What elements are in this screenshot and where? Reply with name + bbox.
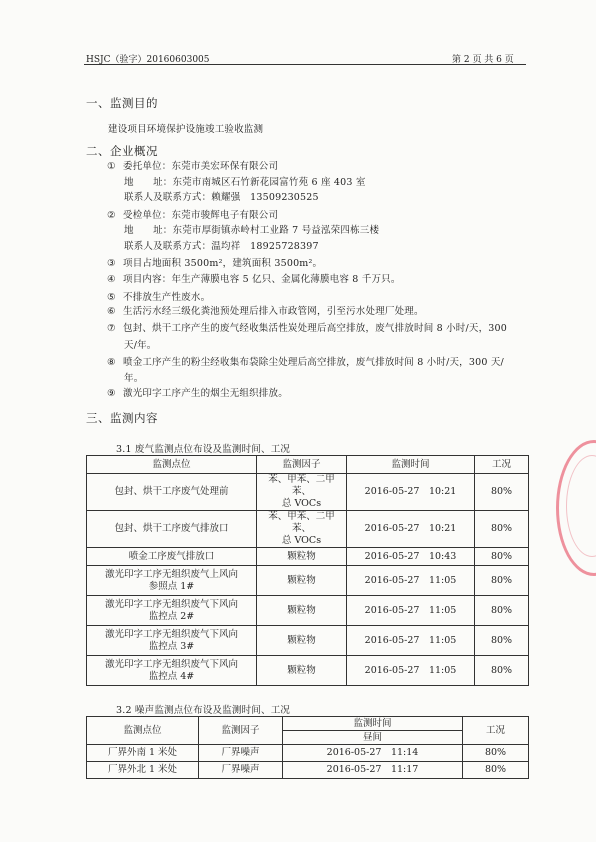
- cell-factor-line: 颗粒物: [287, 574, 316, 586]
- item-number: ⑤: [107, 292, 116, 303]
- cell-factor-line: 总 VOCs: [281, 535, 322, 546]
- cell-point-line: 激光印字工序无组织废气上风向: [104, 568, 238, 580]
- company-info-line: [124, 370, 143, 384]
- table-row: [87, 548, 529, 566]
- company-info-line: [107, 303, 424, 317]
- cell-cond: 80%: [475, 596, 529, 626]
- document-id: HSJC（验字）20160603005: [86, 55, 210, 65]
- section-3-title: 三、监测内容: [86, 411, 158, 425]
- item-number: ④: [107, 274, 116, 285]
- item-number: ⑥: [107, 306, 116, 317]
- cell-point: [87, 548, 257, 566]
- cell-factor: 厂界噪声: [199, 745, 283, 762]
- cell-factor: 厂界噪声: [199, 762, 283, 779]
- cell-point-line: 监控点 4#: [148, 670, 195, 682]
- cell-factor: [257, 656, 347, 686]
- col-header-factor: 监测因子: [257, 456, 347, 474]
- table-1-caption: 3.1 废气监测点位布设及监测时间、工况: [116, 444, 291, 455]
- cell-cond: 80%: [475, 626, 529, 656]
- item-text: 喷金工序产生的粉尘经收集布袋除尘处理后高空排放，废气排放时间 8 小时/天，300 天/: [123, 357, 504, 368]
- cell-time: 2016-05-27 11:05: [347, 626, 475, 656]
- item-text: 激光印字工序产生的烟尘无组织排放。: [123, 388, 288, 399]
- company-info-line: [107, 320, 507, 334]
- company-info-line: [124, 337, 157, 351]
- item-text: 项目占地面积 3500m²，建筑面积 3500m²。: [123, 258, 323, 269]
- col-header-point: 监测点位: [87, 456, 257, 474]
- exhaust-monitoring-table: [86, 455, 529, 686]
- table-row: [87, 596, 529, 626]
- company-info-line: [107, 255, 322, 269]
- item-text: 联系人及联系方式：温均祥 18925728397: [124, 241, 319, 252]
- company-info-line: [107, 207, 278, 221]
- col-header-daytime: 昼间: [283, 731, 463, 745]
- company-info-line: [124, 189, 319, 203]
- company-info-line: [107, 158, 278, 172]
- cell-point-line: 激光印字工序无组织废气下风向: [104, 628, 238, 640]
- cell-cond: 80%: [475, 566, 529, 596]
- cell-factor-line: 颗粒物: [287, 550, 316, 562]
- item-text: 天/年。: [124, 340, 157, 351]
- cell-point: [87, 474, 257, 511]
- cell-point: [87, 656, 257, 686]
- cell-time: 2016-05-27 11:17: [283, 762, 463, 779]
- cell-factor-line: 苯、甲苯、二甲苯、: [268, 474, 335, 497]
- page-number: 第 2 页 共 6 页: [452, 55, 514, 65]
- cell-factor-line: 颗粒物: [287, 604, 316, 616]
- company-info-line: [124, 174, 366, 188]
- cell-point-line: 激光印字工序无组织废气下风向: [104, 598, 238, 610]
- table-row: [87, 745, 529, 762]
- company-info-line: [124, 222, 379, 236]
- table-row: [87, 511, 529, 548]
- table-row: [87, 626, 529, 656]
- noise-monitoring-table: [86, 716, 529, 779]
- table-row: [87, 566, 529, 596]
- cell-factor-line: 苯、甲苯、二甲苯、: [268, 511, 335, 534]
- cell-factor: [257, 596, 347, 626]
- cell-time: 2016-05-27 10:43: [347, 548, 475, 566]
- col-header-factor: 监测因子: [199, 717, 283, 745]
- cell-time: 2016-05-27 11:05: [347, 566, 475, 596]
- section-2-title: 二、企业概况: [86, 144, 158, 158]
- item-text: 生活污水经三级化粪池预处理后排入市政管网，引至污水处理厂处理。: [123, 306, 424, 317]
- cell-factor-line: 颗粒物: [287, 664, 316, 676]
- cell-time: 2016-05-27 10:21: [347, 474, 475, 511]
- cell-point-line: 监控点 3#: [148, 640, 195, 652]
- company-info-line: [107, 385, 288, 399]
- cell-point: [87, 566, 257, 596]
- table-2-caption: 3.2 噪声监测点位布设及监测时间、工况: [116, 705, 291, 716]
- cell-cond: 80%: [475, 474, 529, 511]
- cell-factor: [257, 511, 347, 548]
- item-number: ①: [107, 161, 116, 172]
- col-header-time: 监测时间: [347, 456, 475, 474]
- company-info-line: [107, 289, 210, 303]
- col-header-condition: 工况: [463, 717, 529, 745]
- cell-time: 2016-05-27 10:21: [347, 511, 475, 548]
- cell-point-line: 包封、烘干工序废气处理前: [114, 486, 229, 497]
- table-row: [87, 656, 529, 686]
- item-number: ⑦: [107, 323, 116, 334]
- cell-point: 厂界外北 1 米处: [87, 762, 199, 779]
- cell-point: 厂界外南 1 米处: [87, 745, 199, 762]
- cell-time: 2016-05-27 11:14: [283, 745, 463, 762]
- cell-point-line: 激光印字工序无组织废气下风向: [104, 658, 238, 670]
- cell-time: 2016-05-27 11:05: [347, 656, 475, 686]
- cell-point: [87, 511, 257, 548]
- item-number: ③: [107, 258, 116, 269]
- item-text: 项目内容：年生产薄膜电容 5 亿只、金属化薄膜电容 8 千万只。: [123, 274, 401, 285]
- col-header-point: 监测点位: [87, 717, 199, 745]
- item-number: ⑧: [107, 357, 116, 368]
- item-text: 包封、烘干工序产生的废气经收集活性炭处理后高空排放，废气排放时间 8 小时/天，300: [123, 323, 508, 334]
- item-text: 地 址：东莞市厚街镇赤岭村工业路 7 号益泓荣四栋三楼: [124, 225, 380, 236]
- cell-point: [87, 626, 257, 656]
- col-header-time: 监测时间: [283, 717, 463, 731]
- section-1-body: 建设项目环境保护设施竣工验收监测: [108, 124, 264, 135]
- item-text: 地 址：东莞市南城区石竹新花园富竹苑 6 座 403 室: [124, 177, 366, 188]
- cell-factor: [257, 548, 347, 566]
- cell-point: [87, 596, 257, 626]
- item-number: ②: [107, 210, 116, 221]
- cell-factor-line: 总 VOCs: [281, 498, 322, 509]
- section-1-title: 一、监测目的: [86, 96, 158, 110]
- cell-point-line: 包封、烘干工序废气排放口: [114, 523, 229, 534]
- cell-point-line: 喷金工序废气排放口: [128, 550, 215, 562]
- cell-point-line: 参照点 1#: [148, 580, 195, 592]
- cell-factor-line: 颗粒物: [287, 634, 316, 646]
- company-info-line: [107, 271, 401, 285]
- col-header-condition: 工况: [475, 456, 529, 474]
- table-row: [87, 474, 529, 511]
- company-info-line: [124, 238, 319, 252]
- item-number: ⑨: [107, 388, 116, 399]
- cell-cond: 80%: [463, 745, 529, 762]
- table-row: [87, 762, 529, 779]
- cell-cond: 80%: [475, 511, 529, 548]
- cell-cond: 80%: [475, 656, 529, 686]
- item-text: 不排放生产性废水。: [123, 292, 211, 303]
- item-text: 年。: [124, 373, 144, 384]
- item-text: 受检单位：东莞市骏辉电子有限公司: [123, 210, 279, 221]
- item-text: 委托单位：东莞市美宏环保有限公司: [123, 161, 279, 172]
- cell-point-line: 监控点 2#: [148, 610, 195, 622]
- company-info-line: [107, 354, 504, 368]
- item-text: 联系人及联系方式：赖耀强 13509230525: [124, 192, 319, 203]
- cell-time: 2016-05-27 11:05: [347, 596, 475, 626]
- cell-cond: 80%: [463, 762, 529, 779]
- cell-factor: [257, 626, 347, 656]
- cell-factor: [257, 474, 347, 511]
- cell-cond: 80%: [475, 548, 529, 566]
- cell-factor: [257, 566, 347, 596]
- header-divider: [84, 64, 526, 65]
